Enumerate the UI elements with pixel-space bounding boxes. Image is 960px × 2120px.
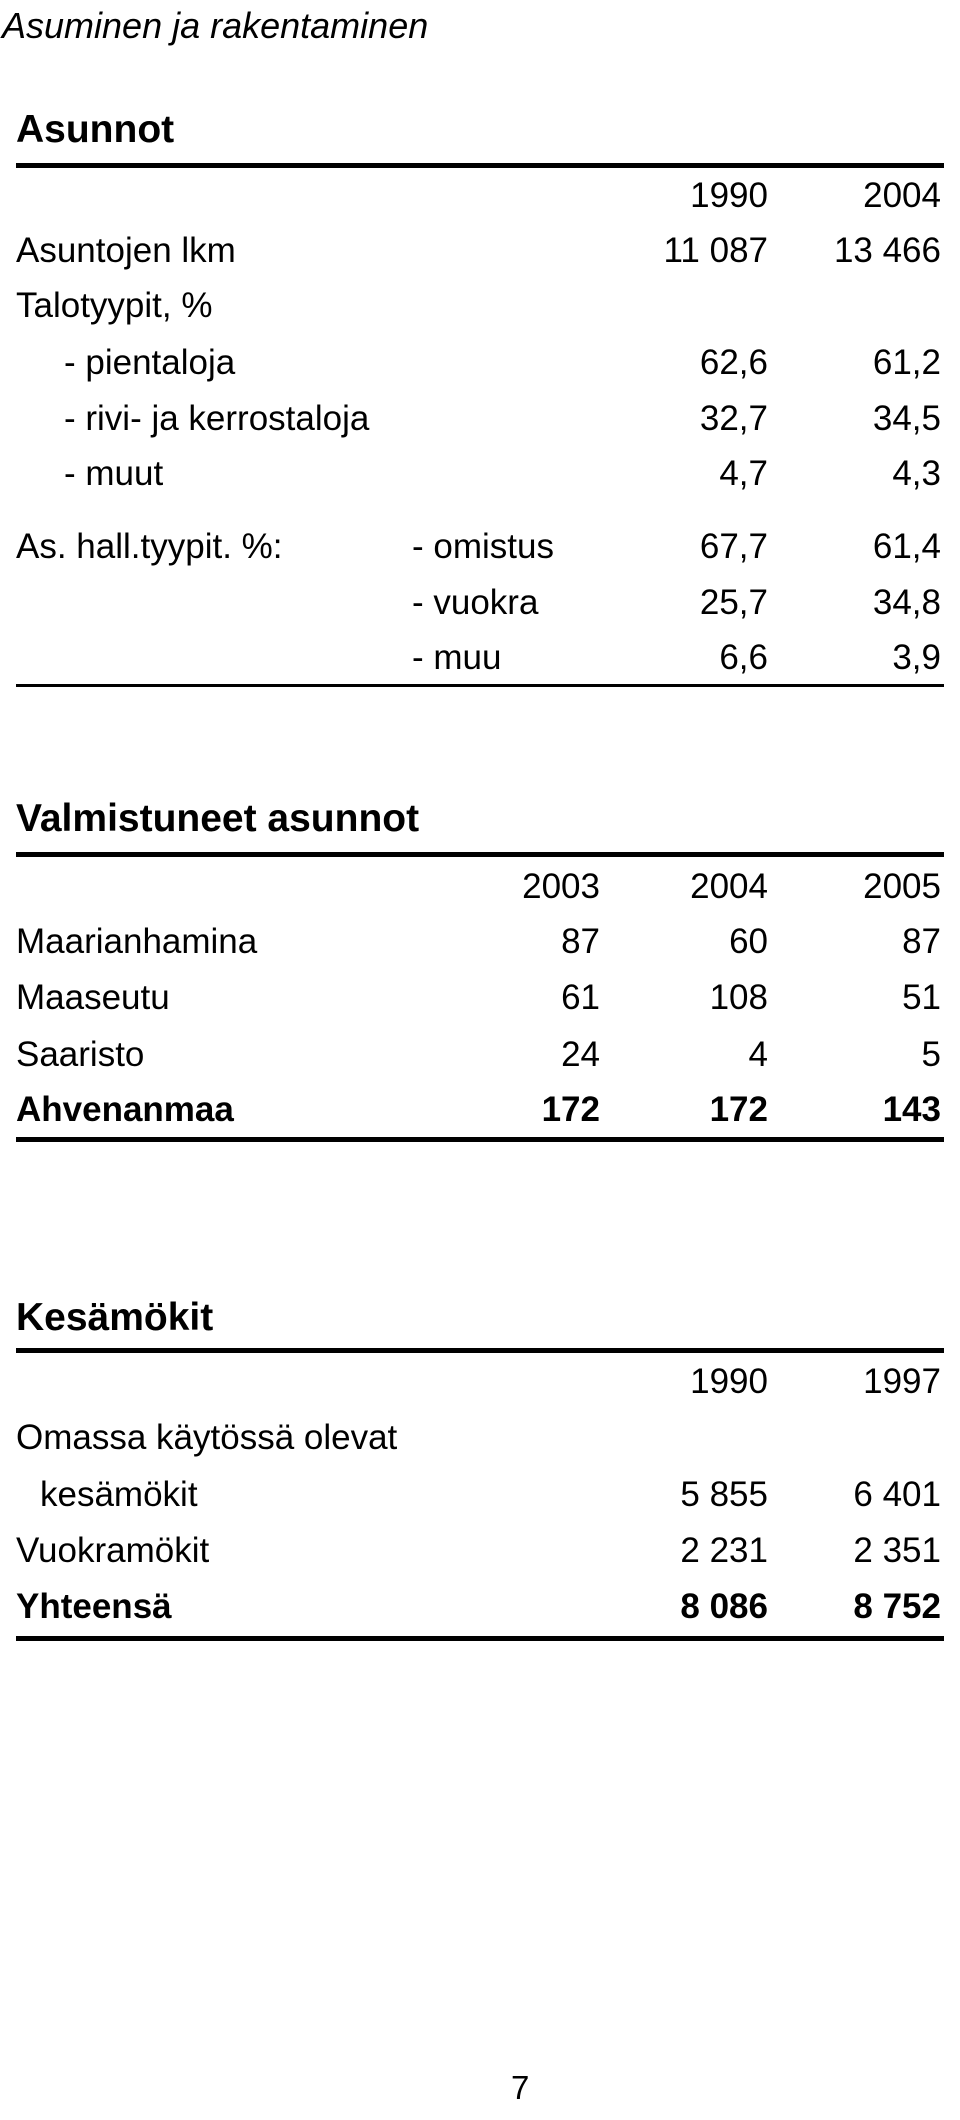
asunnot-row-value-1990: 11 087: [663, 231, 768, 270]
hallinta-row-value-1990: 67,7: [699, 527, 768, 566]
asunnot-row-value-2004: 61,2: [872, 343, 941, 382]
asunnot-row-value-1990: 4,7: [719, 454, 768, 493]
asunnot-top-rule: [16, 163, 944, 168]
kesamokit-label-line1: Omassa käytössä olevat: [16, 1418, 398, 1457]
kesamokit-year-1990: 1990: [690, 1362, 768, 1401]
hallinta-row-value-1990: 6,6: [719, 638, 768, 677]
kesamokit-heading: Kesämökit: [16, 1296, 214, 1339]
asunnot-bottom-rule: [16, 684, 944, 687]
valmistuneet-row-label: Saaristo: [16, 1035, 145, 1074]
kesamokit-row-value-1997: 2 351: [853, 1531, 941, 1570]
valmistuneet-total-2003: 172: [541, 1090, 600, 1129]
asunnot-year-2: 2004: [863, 176, 941, 215]
asunnot-heading: Asunnot: [16, 108, 175, 151]
valmistuneet-year-2004: 2004: [690, 867, 768, 906]
valmistuneet-total-2004: 172: [709, 1090, 768, 1129]
kesamokit-total-label: Yhteensä: [16, 1587, 172, 1626]
hallinta-row-label: - vuokra: [412, 583, 539, 622]
valmistuneet-bottom-rule: [16, 1137, 944, 1142]
valmistuneet-row-value-2004: 60: [729, 922, 768, 961]
valmistuneet-row-value-2004: 108: [709, 978, 768, 1017]
asunnot-row-label: - pientaloja: [64, 343, 236, 382]
hallinta-label: As. hall.tyypit. %:: [16, 527, 283, 566]
valmistuneet-year-2005: 2005: [863, 867, 941, 906]
valmistuneet-row-value-2003: 61: [561, 978, 600, 1017]
page-title: Asuminen ja rakentaminen: [2, 5, 429, 46]
valmistuneet-row-value-2005: 5: [921, 1035, 941, 1074]
hallinta-row-value-2004: 3,9: [892, 638, 941, 677]
kesamokit-row-label: kesämökit: [40, 1475, 198, 1514]
asunnot-row-label: - rivi- ja kerrostaloja: [64, 399, 370, 438]
kesamokit-total-1990: 8 086: [680, 1587, 768, 1626]
hallinta-row-label: - muu: [412, 638, 502, 677]
valmistuneet-row-value-2004: 4: [748, 1035, 768, 1074]
valmistuneet-total-2005: 143: [882, 1090, 941, 1129]
valmistuneet-row-value-2003: 87: [561, 922, 600, 961]
hallinta-row-value-1990: 25,7: [699, 583, 768, 622]
valmistuneet-row-value-2005: 87: [902, 922, 941, 961]
kesamokit-row-value-1997: 6 401: [853, 1475, 941, 1514]
valmistuneet-year-2003: 2003: [522, 867, 600, 906]
kesamokit-total-1997: 8 752: [853, 1587, 941, 1626]
kesamokit-bottom-rule: [16, 1636, 944, 1641]
valmistuneet-heading: Valmistuneet asunnot: [16, 797, 420, 840]
kesamokit-row-label: Vuokramökit: [16, 1531, 210, 1570]
hallinta-row-value-2004: 61,4: [872, 527, 941, 566]
asunnot-row-label: Asuntojen lkm: [16, 231, 236, 270]
kesamokit-year-1997: 1997: [863, 1362, 941, 1401]
asunnot-row-value-2004: 34,5: [872, 399, 941, 438]
asunnot-row-value-1990: 62,6: [699, 343, 768, 382]
hallinta-row-value-2004: 34,8: [872, 583, 941, 622]
valmistuneet-row-value-2003: 24: [561, 1035, 600, 1074]
valmistuneet-row-label: Maaseutu: [16, 978, 170, 1017]
asunnot-row-value-1990: 32,7: [699, 399, 768, 438]
kesamokit-top-rule: [16, 1348, 944, 1353]
asunnot-row-label: Talotyypit, %: [16, 286, 213, 325]
asunnot-row-value-2004: 4,3: [892, 454, 941, 493]
asunnot-year-1: 1990: [690, 176, 768, 215]
valmistuneet-top-rule: [16, 852, 944, 857]
hallinta-row-label: - omistus: [412, 527, 554, 566]
valmistuneet-row-label: Maarianhamina: [16, 922, 258, 961]
kesamokit-row-value-1990: 5 855: [680, 1475, 768, 1514]
page-number: 7: [511, 2069, 530, 2106]
kesamokit-row-value-1990: 2 231: [680, 1531, 768, 1570]
asunnot-row-label: - muut: [64, 454, 164, 493]
asunnot-row-value-2004: 13 466: [833, 231, 941, 270]
valmistuneet-total-label: Ahvenanmaa: [16, 1090, 234, 1129]
valmistuneet-row-value-2005: 51: [902, 978, 941, 1017]
